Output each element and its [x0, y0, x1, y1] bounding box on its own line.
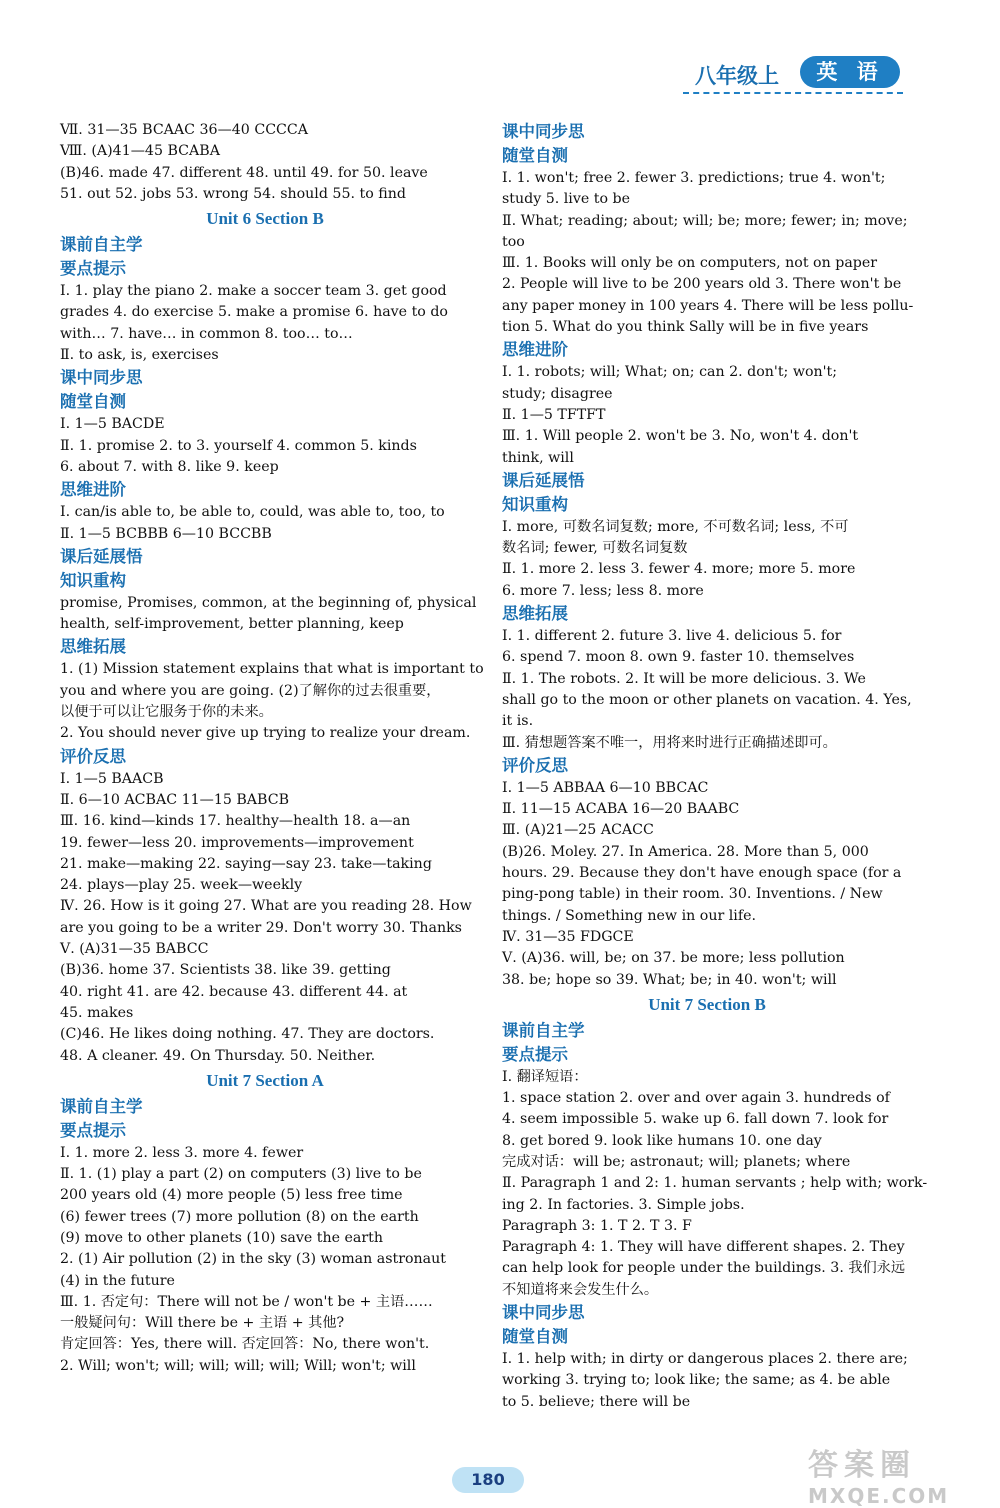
answer-line: Ⅰ. 翻译短语： [502, 1068, 588, 1085]
answer-line: Ⅳ. 31—35 FDGCE [502, 928, 634, 945]
answer-line: Ⅶ. 31—35 BCAAC 36—40 CCCCA [60, 122, 309, 138]
answer-line: Ⅱ. 1. more 2. less 3. fewer 4. more; more 5. more [502, 561, 856, 578]
answer-line: Ⅰ. can/is able to, be able to, could, was able to, too, to [60, 504, 445, 521]
section-heading: 知识重构 [502, 494, 568, 514]
answer-line: hours. 29. Because they don't have enough space (for a [502, 865, 902, 882]
answer-line: Ⅲ. (A)21—25 ACACC [502, 822, 654, 839]
header-divider [683, 92, 903, 94]
answer-line: it is. [502, 713, 534, 730]
answer-line: 2. People will live to be 200 years old 3. There won't be [502, 276, 902, 293]
answer-line: you and where you are going. (2)了解你的过去很重要， [60, 682, 441, 699]
answer-line: 2. You should never give up trying to realize your dream. [60, 725, 471, 742]
answer-line: Ⅰ. more, 可数名词复数; more, 不可数名词; less, 不可 [502, 518, 849, 535]
answer-line: 完成对话：will be; astronaut; will; planets; where [502, 1153, 851, 1170]
answer-line: Paragraph 3: 1. T 2. T 3. F [502, 1217, 692, 1234]
answer-line: Ⅱ. 1. The robots. 2. It will be more delicious. 3. We [502, 670, 866, 687]
answer-line: things. / Something new in our life. [502, 907, 756, 924]
unit-heading: Unit 7 Section B [648, 994, 766, 1014]
answer-line: Ⅱ. to ask, is, exercises [60, 347, 219, 364]
section-heading: 要点提示 [60, 259, 126, 279]
answer-line: Ⅱ. 1—5 BCBBB 6—10 BCCBB [60, 525, 272, 542]
section-heading: 思维进阶 [60, 480, 126, 500]
answer-line: Ⅰ. 1. won't; free 2. fewer 3. predictions; true 4. won't; [502, 170, 886, 186]
answer-line: 38. be; hope so 39. What; be; in 40. won't; will [502, 971, 837, 988]
answer-line: any paper money in 100 years 4. There will be less pollu- [502, 297, 914, 314]
section-heading: 课前自主学 [60, 1096, 143, 1116]
section-heading: 随堂自测 [60, 392, 126, 412]
section-heading: 课前自主学 [502, 1020, 585, 1040]
section-heading: 课后延展悟 [60, 546, 143, 566]
section-heading: 课中同步思 [60, 368, 143, 388]
answer-line: ing 2. In factories. 3. Simple jobs. [502, 1196, 745, 1213]
answer-line: Ⅱ. 11—15 ACABA 16—20 BAABC [502, 801, 740, 818]
unit-heading: Unit 7 Section A [206, 1070, 324, 1090]
section-heading: 思维进阶 [502, 340, 568, 360]
answer-line: working 3. trying to; look like; the same; as 4. be able [502, 1372, 891, 1389]
section-heading: 课中同步思 [502, 122, 585, 141]
answer-line: (B)46. made 47. different 48. until 49. for 50. leave [60, 164, 428, 181]
answer-line: 4. seem impossible 5. wake up 6. fall down 7. look for [502, 1111, 889, 1128]
answer-line: Ⅱ. What; reading; about; will; be; more; fewer; in; move; [502, 212, 908, 229]
answer-line: study; disagree [502, 385, 613, 402]
answer-line: 24. plays—play 25. week—weekly [60, 877, 303, 894]
answer-line: Ⅰ. 1—5 ABBAA 6—10 BBCAC [502, 779, 709, 796]
answer-line: 45. makes [60, 1004, 134, 1021]
answer-line: Paragraph 4: 1. They will have different shapes. 2. They [502, 1239, 905, 1256]
answer-line: 一般疑问句：Will there be + 主语 + 其他? [60, 1315, 345, 1332]
answer-line: Ⅲ. 1. Books will only be on computers, not on paper [502, 255, 878, 272]
answer-line: 不知道将来会发生什么。 [502, 1281, 659, 1298]
page-header [0, 0, 1000, 100]
unit-heading: Unit 6 Section B [206, 209, 324, 229]
watermark-text-bottom: MXQE.COM [808, 1484, 950, 1508]
answer-line: with… 7. have… in common 8. too… to… [60, 325, 353, 342]
left-column [60, 120, 484, 1377]
answer-line: Ⅳ. 26. How is it going 27. What are you reading 28. How [60, 898, 472, 915]
answer-line: Ⅱ. 1—5 TFTFT [502, 406, 606, 423]
answer-line: 40. right 41. are 42. because 43. different 44. at [60, 983, 408, 1000]
section-heading: 课后延展悟 [502, 470, 585, 490]
answer-line: Ⅱ. Paragraph 1 and 2: 1. human servants ; help with; work- [502, 1175, 928, 1192]
answer-line: Ⅲ. 16. kind—kinds 17. healthy—health 18. a—an [60, 813, 411, 830]
answer-line: Ⅱ. 1. (1) play a part (2) on computers (3) live to be [60, 1166, 422, 1183]
answer-line: 2. (1) Air pollution (2) in the sky (3) woman astronaut [60, 1251, 446, 1268]
answer-line: 48. A cleaner. 49. On Thursday. 50. Neither. [60, 1047, 376, 1064]
answer-line: are you going to be a writer 29. Don't worry 30. Thanks [60, 919, 462, 936]
answer-line: ping-pong table) in their room. 30. Inventions. / New [502, 886, 883, 903]
answer-line: 1. space station 2. over and over again 3. hundreds of [502, 1090, 890, 1107]
right-column [502, 120, 928, 1413]
answer-line: think, will [502, 449, 574, 466]
answer-line: too [502, 233, 525, 250]
answer-line: Ⅲ. 1. Will people 2. won't be 3. No, won't 4. don't [502, 428, 859, 445]
answer-line: Ⅷ. (A)41—45 BCABA [60, 143, 220, 160]
answer-line: study 5. live to be [502, 191, 630, 208]
answer-line: 2. Will; won't; will; will; will; will; Will; won't; will [60, 1357, 416, 1374]
answer-line: 21. make—making 22. saying—say 23. take—taking [60, 855, 432, 872]
watermark-logo [808, 1440, 993, 1508]
answer-line: to 5. believe; there will be [502, 1393, 691, 1410]
answer-line: (C)46. He likes doing nothing. 47. They are doctors. [60, 1026, 435, 1043]
answer-line: tion 5. What do you think Sally will be in five years [502, 319, 869, 336]
answer-line: Ⅲ. 1. 否定句：There will not be / won't be + 主语…… [60, 1293, 433, 1310]
answer-line: (B)36. home 37. Scientists 38. like 39. getting [60, 962, 391, 979]
answer-line: can help look for people under the buildings. 3. 我们永远 [502, 1260, 906, 1277]
answer-line: Ⅱ. 6—10 ACBAC 11—15 BABCB [60, 791, 290, 808]
answer-line: grades 4. do exercise 5. make a promise 6. have to do [60, 304, 448, 321]
section-heading: 要点提示 [60, 1120, 126, 1140]
answer-line: (B)26. Moley. 27. In America. 28. More than 5, 000 [502, 843, 869, 860]
answer-line: 数名词; fewer, 可数名词复数 [502, 540, 688, 557]
answer-line: 以便于可以让它服务于你的未来。 [60, 704, 273, 721]
watermark-text-top: 答案圈 [808, 1448, 916, 1483]
answer-line: Ⅰ. 1. robots; will; What; on; can 2. don't; won't; [502, 364, 838, 381]
section-heading: 评价反思 [502, 755, 568, 775]
section-heading: 思维拓展 [60, 637, 126, 657]
answer-line: 6. about 7. with 8. like 9. keep [60, 458, 279, 475]
page-number: 180 [452, 1467, 524, 1493]
answer-line: Ⅴ. (A)36. will, be; on 37. be more; less pollution [502, 950, 845, 967]
answer-line: Ⅰ. 1—5 BAACB [60, 770, 164, 787]
answer-line: Ⅰ. 1—5 BACDE [60, 416, 165, 433]
answer-line: 6. spend 7. moon 8. own 9. faster 10. themselves [502, 649, 855, 666]
section-heading: 评价反思 [60, 746, 126, 766]
answer-line: 200 years old (4) more people (5) less free time [60, 1187, 403, 1204]
section-heading: 随堂自测 [502, 146, 568, 165]
answer-line: (9) move to other planets (10) save the earth [60, 1229, 383, 1246]
answer-line: 1. (1) Mission statement explains that what is important to [60, 661, 484, 678]
answer-line: Ⅴ. (A)31—35 BABCC [60, 941, 209, 958]
answer-line: Ⅰ. 1. different 2. future 3. live 4. delicious 5. for [502, 628, 842, 645]
answer-line: shall go to the moon or other planets on vacation. 4. Yes, [502, 691, 912, 708]
section-heading: 课中同步思 [502, 1303, 585, 1323]
section-heading: 要点提示 [502, 1044, 568, 1064]
grade-label: 八年级上 [695, 64, 779, 88]
answer-line: 肯定回答：Yes, there will. 否定回答：No, there won't. [60, 1336, 430, 1353]
answer-line: 51. out 52. jobs 53. wrong 54. should 55. to find [60, 185, 406, 202]
answer-line: Ⅰ. 1. more 2. less 3. more 4. fewer [60, 1144, 304, 1161]
answer-line: (6) fewer trees (7) more pollution (8) on the earth [60, 1208, 419, 1225]
answer-line: promise, Promises, common, at the beginning of, physical [60, 594, 477, 611]
answer-line: (4) in the future [60, 1272, 175, 1289]
section-heading: 知识重构 [60, 570, 126, 590]
section-heading: 课前自主学 [60, 235, 143, 255]
answer-line: 19. fewer—less 20. improvements—improvement [60, 834, 414, 851]
subject-badge: 英 语 [800, 56, 900, 88]
section-heading: 随堂自测 [502, 1327, 568, 1347]
answer-line: Ⅰ. 1. help with; in dirty or dangerous places 2. there are; [502, 1351, 908, 1368]
section-heading: 思维拓展 [502, 604, 568, 624]
answer-line: Ⅱ. 1. promise 2. to 3. yourself 4. common 5. kinds [60, 437, 417, 454]
answer-line: health, self-improvement, better planning, keep [60, 616, 404, 633]
answer-line: 8. get bored 9. look like humans 10. one day [502, 1132, 822, 1149]
answer-line: Ⅰ. 1. play the piano 2. make a soccer team 3. get good [60, 283, 447, 300]
answer-line: 6. more 7. less; less 8. more [502, 582, 704, 599]
answer-line: Ⅲ. 猜想题答案不唯一，用将来时进行正确描述即可。 [502, 734, 837, 751]
